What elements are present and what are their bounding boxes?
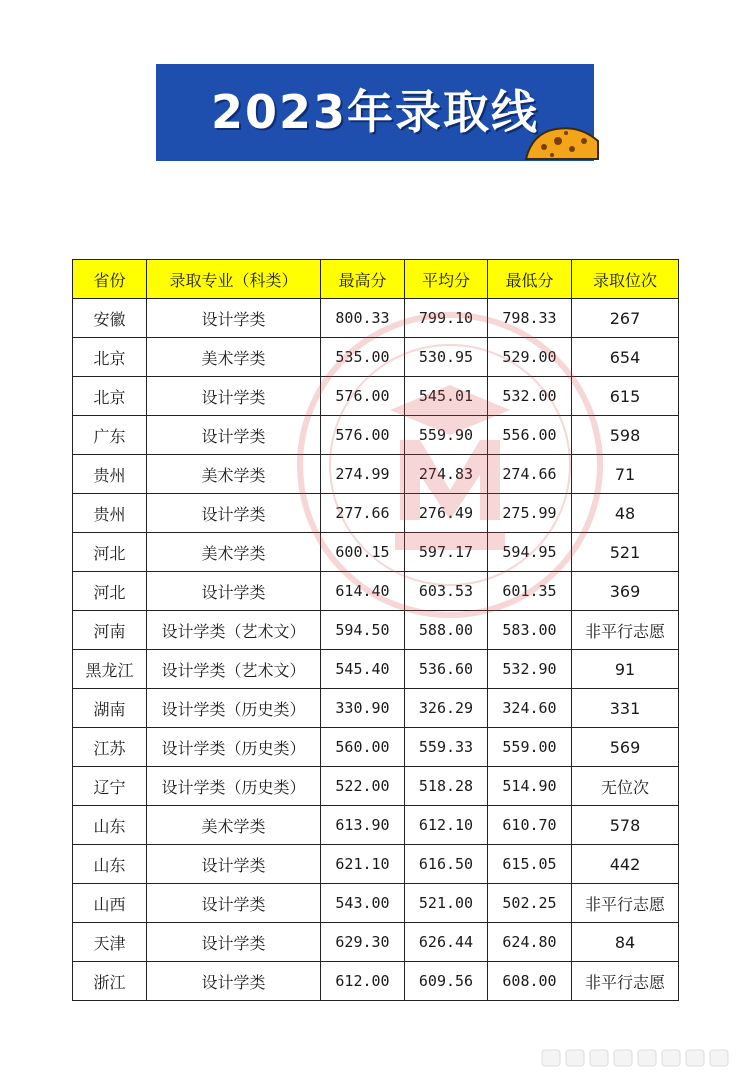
table-cell: 河北 — [73, 533, 147, 572]
table-cell: 616.50 — [405, 845, 488, 884]
table-cell: 583.00 — [488, 611, 572, 650]
table-cell: 331 — [572, 689, 679, 728]
table-cell: 612.10 — [405, 806, 488, 845]
table-cell: 654 — [572, 338, 679, 377]
table-cell: 设计学类（历史类） — [147, 767, 321, 806]
table-cell: 330.90 — [321, 689, 405, 728]
table-cell: 536.60 — [405, 650, 488, 689]
table-cell: 608.00 — [488, 962, 572, 1001]
table-cell: 辽宁 — [73, 767, 147, 806]
column-header: 平均分 — [405, 260, 488, 299]
column-header: 最高分 — [321, 260, 405, 299]
table-row — [73, 884, 679, 923]
table-cell: 设计学类 — [147, 962, 321, 1001]
table-cell: 326.29 — [405, 689, 488, 728]
table-row — [73, 845, 679, 884]
table-cell: 84 — [572, 923, 679, 962]
table-row — [73, 338, 679, 377]
table-cell: 614.40 — [321, 572, 405, 611]
table-cell: 543.00 — [321, 884, 405, 923]
table-cell: 629.30 — [321, 923, 405, 962]
table-row — [73, 494, 679, 533]
table-cell: 626.44 — [405, 923, 488, 962]
table-row — [73, 767, 679, 806]
table-cell: 559.90 — [405, 416, 488, 455]
table-cell: 设计学类 — [147, 299, 321, 338]
table-cell: 522.00 — [321, 767, 405, 806]
table-cell: 山东 — [73, 806, 147, 845]
table-cell: 非平行志愿 — [572, 884, 679, 923]
table-cell: 521 — [572, 533, 679, 572]
table-cell: 275.99 — [488, 494, 572, 533]
table-cell: 559.33 — [405, 728, 488, 767]
table-cell: 545.01 — [405, 377, 488, 416]
table-cell: 黑龙江 — [73, 650, 147, 689]
table-cell: 324.60 — [488, 689, 572, 728]
table-cell: 518.28 — [405, 767, 488, 806]
table-row — [73, 728, 679, 767]
footer-decoration — [540, 1046, 750, 1070]
table-cell: 274.99 — [321, 455, 405, 494]
table-cell: 521.00 — [405, 884, 488, 923]
table-cell: 369 — [572, 572, 679, 611]
table-header — [73, 260, 679, 299]
table-row — [73, 650, 679, 689]
table-cell: 612.00 — [321, 962, 405, 1001]
table-cell: 设计学类（艺术文） — [147, 611, 321, 650]
table-cell: 594.95 — [488, 533, 572, 572]
title-banner — [155, 63, 595, 162]
table-cell: 535.00 — [321, 338, 405, 377]
table-row — [73, 416, 679, 455]
table-cell: 532.90 — [488, 650, 572, 689]
table-cell: 美术学类 — [147, 806, 321, 845]
table-cell: 600.15 — [321, 533, 405, 572]
table-cell: 天津 — [73, 923, 147, 962]
table-cell: 274.83 — [405, 455, 488, 494]
table-cell: 576.00 — [321, 416, 405, 455]
table-cell: 江苏 — [73, 728, 147, 767]
table-cell: 559.00 — [488, 728, 572, 767]
table-cell: 621.10 — [321, 845, 405, 884]
table-row — [73, 572, 679, 611]
table-cell: 598 — [572, 416, 679, 455]
table-cell: 设计学类（艺术文） — [147, 650, 321, 689]
column-header: 录取位次 — [572, 260, 679, 299]
page-title: 2023年录取线 — [210, 85, 540, 139]
table-cell: 非平行志愿 — [572, 962, 679, 1001]
table-cell: 湖南 — [73, 689, 147, 728]
table-cell: 615 — [572, 377, 679, 416]
table-cell: 588.00 — [405, 611, 488, 650]
table-cell: 532.00 — [488, 377, 572, 416]
table-cell: 603.53 — [405, 572, 488, 611]
table-cell: 799.10 — [405, 299, 488, 338]
column-header: 省份 — [73, 260, 147, 299]
table-cell: 无位次 — [572, 767, 679, 806]
table-cell: 529.00 — [488, 338, 572, 377]
table-row — [73, 377, 679, 416]
table-cell: 569 — [572, 728, 679, 767]
table-cell: 设计学类 — [147, 494, 321, 533]
table-cell: 502.25 — [488, 884, 572, 923]
table-cell: 设计学类 — [147, 377, 321, 416]
column-header: 录取专业（科类） — [147, 260, 321, 299]
table-cell: 609.56 — [405, 962, 488, 1001]
table-row — [73, 299, 679, 338]
table-cell: 美术学类 — [147, 533, 321, 572]
table-cell: 设计学类 — [147, 572, 321, 611]
table-cell: 河南 — [73, 611, 147, 650]
table-body — [73, 299, 679, 1001]
table-row — [73, 533, 679, 572]
table-cell: 601.35 — [488, 572, 572, 611]
table-cell: 48 — [572, 494, 679, 533]
table-cell: 北京 — [73, 338, 147, 377]
admission-score-table — [72, 259, 679, 1001]
table-cell: 613.90 — [321, 806, 405, 845]
table-cell: 设计学类 — [147, 923, 321, 962]
table-cell: 非平行志愿 — [572, 611, 679, 650]
table-cell: 美术学类 — [147, 455, 321, 494]
table-cell: 578 — [572, 806, 679, 845]
table-cell: 美术学类 — [147, 338, 321, 377]
table-cell: 山西 — [73, 884, 147, 923]
table-row — [73, 611, 679, 650]
table-cell: 615.05 — [488, 845, 572, 884]
table-cell: 530.95 — [405, 338, 488, 377]
table-cell: 设计学类（历史类） — [147, 689, 321, 728]
column-header: 最低分 — [488, 260, 572, 299]
header-row — [73, 260, 679, 299]
table-cell: 594.50 — [321, 611, 405, 650]
table-cell: 河北 — [73, 572, 147, 611]
table-cell: 设计学类 — [147, 416, 321, 455]
table-cell: 277.66 — [321, 494, 405, 533]
table-cell: 560.00 — [321, 728, 405, 767]
table-cell: 设计学类（历史类） — [147, 728, 321, 767]
table-row — [73, 689, 679, 728]
table-cell: 浙江 — [73, 962, 147, 1001]
table-row — [73, 455, 679, 494]
table-cell: 276.49 — [405, 494, 488, 533]
table-cell: 800.33 — [321, 299, 405, 338]
table-cell: 安徽 — [73, 299, 147, 338]
table-cell: 798.33 — [488, 299, 572, 338]
table-cell: 广东 — [73, 416, 147, 455]
table-cell: 442 — [572, 845, 679, 884]
table-cell: 610.70 — [488, 806, 572, 845]
table-cell: 545.40 — [321, 650, 405, 689]
table-cell: 贵州 — [73, 455, 147, 494]
table-cell: 274.66 — [488, 455, 572, 494]
table-cell: 设计学类 — [147, 884, 321, 923]
table-cell: 山东 — [73, 845, 147, 884]
table-cell: 贵州 — [73, 494, 147, 533]
table-cell: 624.80 — [488, 923, 572, 962]
table-cell: 597.17 — [405, 533, 488, 572]
table-cell: 91 — [572, 650, 679, 689]
cheese-mascot-icon — [522, 119, 602, 165]
table-cell: 576.00 — [321, 377, 405, 416]
table-row — [73, 962, 679, 1001]
table-row — [73, 923, 679, 962]
table-cell: 267 — [572, 299, 679, 338]
table-row — [73, 806, 679, 845]
table-cell: 556.00 — [488, 416, 572, 455]
table-cell: 514.90 — [488, 767, 572, 806]
table-cell: 设计学类 — [147, 845, 321, 884]
table-cell: 71 — [572, 455, 679, 494]
table-cell: 北京 — [73, 377, 147, 416]
